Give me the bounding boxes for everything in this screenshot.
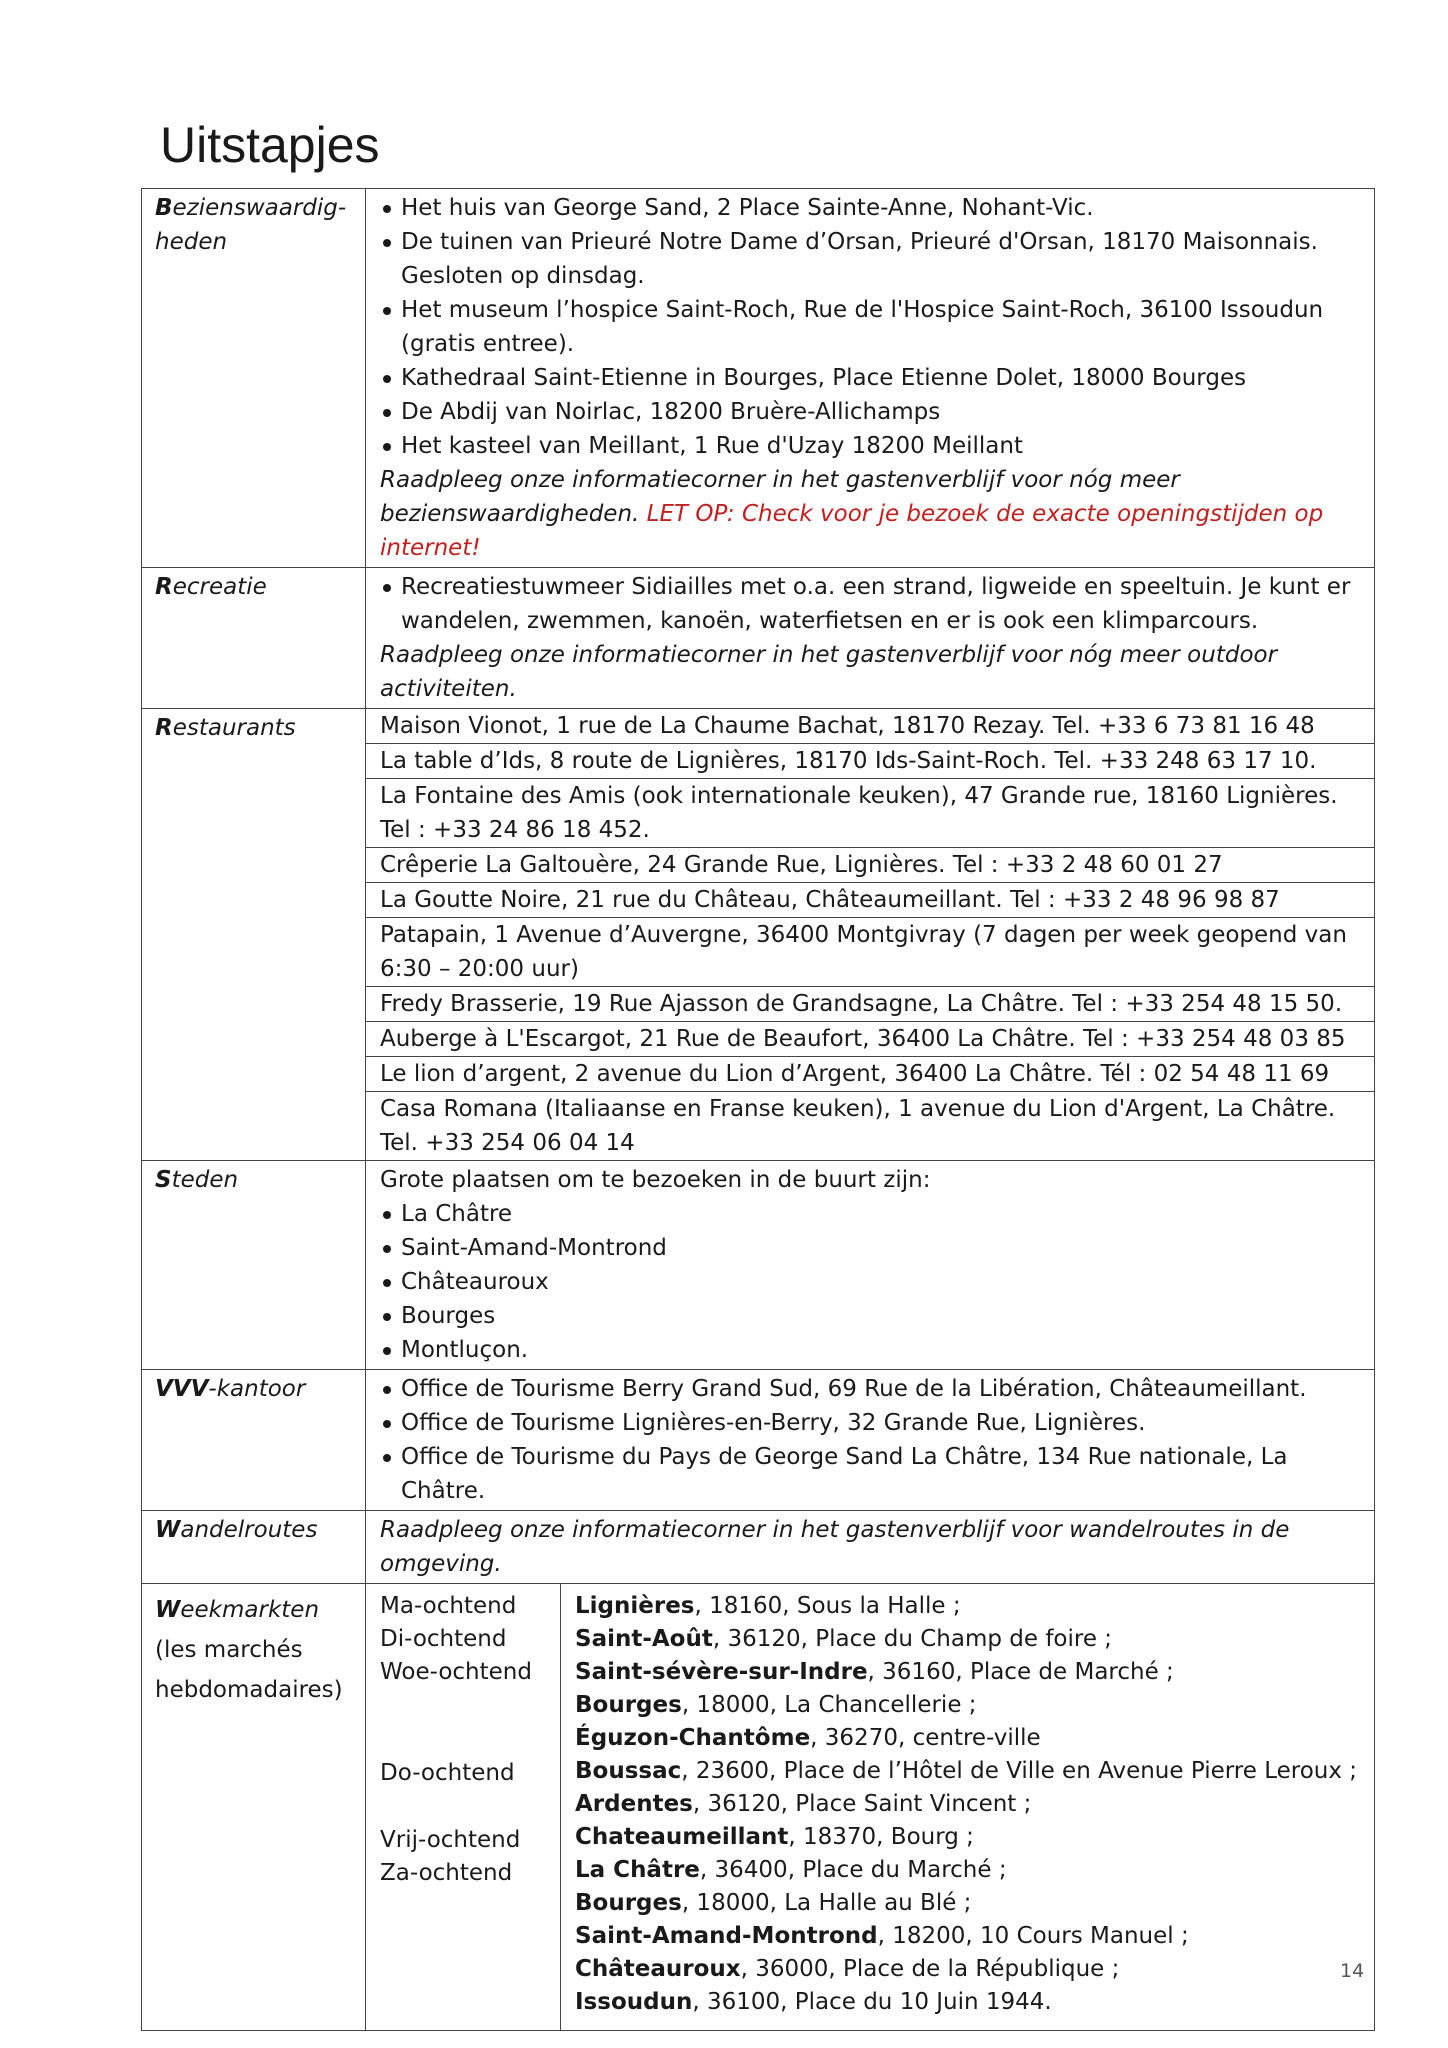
list-item: Office de Tourisme du Pays de George Sand La Châtre, 134 Rue nationale, La Châtre.: [380, 1440, 1364, 1508]
page-title: Uitstapjes: [160, 117, 380, 173]
market-locations: [561, 1584, 1375, 2030]
label-weekmarkten: [142, 1584, 366, 2031]
warning-text: LET OP: Check voor je bezoek de exacte openingstijden op internet!: [380, 501, 1324, 561]
market-day: Di-ochtend: [380, 1626, 507, 1652]
label-initial: R: [155, 574, 173, 600]
label-rest: andelroutes: [180, 1517, 318, 1543]
market-item: Saint-sévère-sur-Indre, 36160, Place de Marché ;: [575, 1659, 1174, 1685]
sights-list: [380, 191, 1364, 463]
label-wandelroutes: [142, 1511, 366, 1584]
list-item: Office de Tourisme Berry Grand Sud, 69 Rue de la Libération, Châteaumeillant.: [380, 1372, 1364, 1406]
list-item: Recreatiestuwmeer Sidiailles met o.a. een strand, ligweide en speeltuin. Je kunt er wandelen, zwemmen, kanoën, waterfietsen en er is ook een klimparcours.: [380, 570, 1364, 638]
market-item: Bourges, 18000, La Chancellerie ;: [575, 1692, 977, 1718]
market-item: Boussac, 23600, Place de l’Hôtel de Ville en Avenue Pierre Leroux ;: [575, 1758, 1358, 1784]
list-item: Het huis van George Sand, 2 Place Sainte-Anne, Nohant-Vic.: [380, 191, 1364, 225]
market-item: Châteauroux, 36000, Place de la République ;: [575, 1956, 1120, 1982]
market-item: Lignières, 18160, Sous la Halle ;: [575, 1593, 961, 1619]
cities-list: [380, 1197, 1364, 1367]
restaurant-item: La Fontaine des Amis (ook internationale keuken), 47 Grande rue, 18160 Lignières. Tel : +33 24 86 18 452.: [366, 779, 1374, 848]
list-item: Het museum l’hospice Saint-Roch, Rue de l'Hospice Saint-Roch, 36100 Issoudun (gratis entree).: [380, 293, 1364, 361]
market-day: Do-ochtend: [380, 1760, 515, 1786]
walking-routes-note: Raadpleeg onze informatiecorner in het gastenverblijf voor wandelroutes in de omgeving.: [380, 1517, 1290, 1577]
content-steden: [366, 1161, 1375, 1370]
list-item: Kathedraal Saint-Etienne in Bourges, Place Etienne Dolet, 18000 Bourges: [380, 361, 1364, 395]
market-day: Woe-ochtend: [380, 1659, 532, 1685]
content-wandelroutes: [366, 1511, 1375, 1584]
label-initial: S: [155, 1167, 172, 1193]
market-item: Issoudun, 36100, Place du 10 Juin 1944.: [575, 1989, 1052, 2015]
excursions-table: [141, 188, 1375, 2031]
content-weekmarkten: [366, 1584, 1375, 2031]
restaurant-item: Crêperie La Galtouère, 24 Grande Rue, Lignières. Tel : +33 2 48 60 01 27: [366, 848, 1374, 883]
row-weekmarkten: [142, 1584, 1375, 2031]
market-item: Saint-Août, 36120, Place du Champ de foire ;: [575, 1626, 1113, 1652]
tourist-offices-list: [380, 1372, 1364, 1508]
row-restaurants: [142, 709, 1375, 1161]
page-number: 14: [1340, 1960, 1365, 1982]
restaurant-item: La Goutte Noire, 21 rue du Château, Châteaumeillant. Tel : +33 2 48 96 98 87: [366, 883, 1374, 918]
label-vvv: [142, 1370, 366, 1511]
note-text: Raadpleeg onze informatiecorner in het gastenverblijf voor nóg meer bezienswaardigheden.: [380, 467, 1180, 527]
label-subtitle: (les marchés hebdomadaires): [155, 1637, 343, 1703]
row-steden: [142, 1161, 1375, 1370]
label-initial: R: [155, 715, 173, 741]
list-item: Saint-Amand-Montrond: [380, 1231, 1364, 1265]
row-vvv: [142, 1370, 1375, 1511]
row-recreatie: [142, 568, 1375, 709]
list-item: De Abdij van Noirlac, 18200 Bruère-Allichamps: [380, 395, 1364, 429]
content-recreatie: [366, 568, 1375, 709]
content-bezienswaardigheden: [366, 189, 1375, 568]
list-item: La Châtre: [380, 1197, 1364, 1231]
label-initial: W: [155, 1517, 181, 1543]
label-initial: B: [155, 195, 173, 221]
market-item: Saint-Amand-Montrond, 18200, 10 Cours Manuel ;: [575, 1923, 1189, 1949]
market-item: Ardentes, 36120, Place Saint Vincent ;: [575, 1791, 1032, 1817]
market-day: Vrij-ochtend: [380, 1827, 521, 1853]
label-rest: ezienswaardig-heden: [155, 195, 347, 255]
label-rest: teden: [171, 1167, 239, 1193]
restaurants-list: [366, 709, 1374, 1160]
list-item: Het kasteel van Meillant, 1 Rue d'Uzay 18200 Meillant: [380, 429, 1364, 463]
label-bezienswaardigheden: [142, 189, 366, 568]
restaurant-item: Fredy Brasserie, 19 Rue Ajasson de Grandsagne, La Châtre. Tel : +33 254 48 15 50.: [366, 987, 1374, 1022]
restaurant-item: Patapain, 1 Avenue d’Auvergne, 36400 Montgivray (7 dagen per week geopend van 6:30 – 20:00 uur): [366, 918, 1374, 987]
restaurant-item: Maison Vionot, 1 rue de La Chaume Bachat, 18170 Rezay. Tel. +33 6 73 81 16 48: [366, 709, 1374, 744]
label-initial: VVV: [155, 1376, 209, 1402]
label-rest: eekmarkten: [180, 1597, 320, 1623]
label-restaurants: [142, 709, 366, 1161]
list-item: Montluçon.: [380, 1333, 1364, 1367]
restaurant-item: Casa Romana (Italiaanse en Franse keuken), 1 avenue du Lion d'Argent, La Châtre. Tel. +33 254 06 04 14: [380, 1096, 1336, 1156]
recreation-list: [380, 570, 1364, 638]
label-initial: W: [155, 1597, 181, 1623]
cities-intro: Grote plaatsen om te bezoeken in de buurt zijn:: [380, 1167, 931, 1193]
market-item: Éguzon-Chantôme, 36270, centre-ville: [575, 1725, 1041, 1751]
label-steden: [142, 1161, 366, 1370]
market-days: [366, 1584, 561, 2030]
restaurant-item: Auberge à L'Escargot, 21 Rue de Beaufort, 36400 La Châtre. Tel : +33 254 48 03 85: [366, 1022, 1374, 1057]
market-day: Ma-ochtend: [380, 1593, 517, 1619]
sights-note: [380, 463, 1364, 565]
content-vvv: [366, 1370, 1375, 1511]
list-item: De tuinen van Prieuré Notre Dame d’Orsan, Prieuré d'Orsan, 18170 Maisonnais. Gesloten op dinsdag.: [380, 225, 1364, 293]
markets-table: [366, 1584, 1374, 2030]
restaurant-item: Le lion d’argent, 2 avenue du Lion d’Argent, 36400 La Châtre. Tél : 02 54 48 11 69: [366, 1057, 1374, 1092]
label-rest: ecreatie: [172, 574, 267, 600]
label-recreatie: [142, 568, 366, 709]
market-item: La Châtre, 36400, Place du Marché ;: [575, 1857, 1007, 1883]
row-wandelroutes: [142, 1511, 1375, 1584]
content-restaurants: [366, 709, 1375, 1161]
row-bezienswaardigheden: [142, 189, 1375, 568]
market-day: Za-ochtend: [380, 1860, 513, 1886]
market-item: Bourges, 18000, La Halle au Blé ;: [575, 1890, 972, 1916]
list-item: Châteauroux: [380, 1265, 1364, 1299]
restaurant-item: La table d’Ids, 8 route de Lignières, 18170 Ids-Saint-Roch. Tel. +33 248 63 17 10.: [366, 744, 1374, 779]
list-item: Bourges: [380, 1299, 1364, 1333]
recreation-note: Raadpleeg onze informatiecorner in het gastenverblijf voor nóg meer outdoor activiteiten.: [380, 642, 1278, 702]
market-item: Chateaumeillant, 18370, Bourg ;: [575, 1824, 974, 1850]
label-rest: estaurants: [172, 715, 296, 741]
list-item: Office de Tourisme Lignières-en-Berry, 32 Grande Rue, Lignières.: [380, 1406, 1364, 1440]
label-rest: -kantoor: [208, 1376, 306, 1402]
